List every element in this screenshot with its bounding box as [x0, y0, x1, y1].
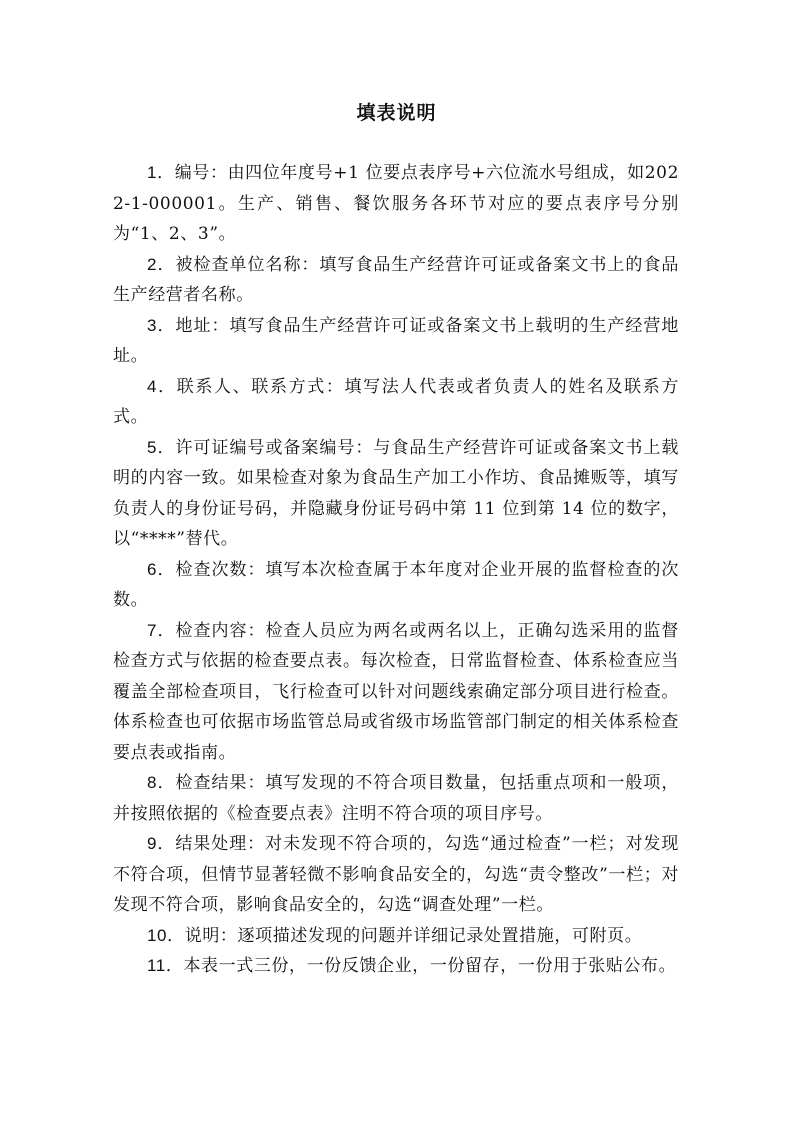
instruction-item-3: [113, 311, 679, 372]
item-text: 许可证编号或备案编号：与食品生产经营许可证或备案文书上载明的内容一致。如果检查对象为食品生产加工小作坊、食品摊贩等，填写负责人的身份证号码，并隐藏身份证号码中第 11 位到第 14 位的数字，以“****”替代。: [113, 437, 679, 549]
instruction-item-6: [113, 555, 679, 616]
instruction-item-1: [113, 158, 679, 250]
item-text: 地址：填写食品生产经营许可证或备案文书上载明的生产经营地址。: [113, 315, 679, 366]
item-text: 检查结果：填写发现的不符合项目数量，包括重点项和一般项，并按照依据的《检查要点表》注明不符合项的项目序号。: [113, 773, 679, 824]
item-text: 结果处理：对未发现不符合项的，勾选“通过检查”一栏；对发现不符合项，但情节显著轻微不影响食品安全的，勾选“责令整改”一栏；对发现不符合项，影响食品安全的，勾选“调查处理”一栏。: [113, 834, 679, 915]
item-number: 4．: [147, 376, 177, 396]
item-text: 本表一式三份，一份反馈企业，一份留存，一份用于张贴公布。: [183, 956, 677, 976]
item-number: 9．: [147, 834, 176, 853]
page-title: 填表说明: [356, 102, 437, 124]
instructions-body: [113, 158, 679, 982]
item-text: 说明：逐项描述发现的问题并详细记录处置措施，可附页。: [184, 925, 643, 946]
instruction-item-10: [113, 921, 679, 952]
instruction-item-4: [113, 372, 679, 433]
item-text: 联系人、联系方式：填写法人代表或者负责人的姓名及联系方式。: [113, 376, 680, 427]
item-number: 10．: [147, 925, 185, 945]
item-number: 2．: [147, 254, 176, 274]
instruction-item-2: [113, 250, 679, 311]
item-text: 编号：由四位年度号+1 位要点表序号+六位流水号组成，如2022-1-000001。生产、销售、餐饮服务各环节对应的要点表序号分别为“1、2、3”。: [113, 163, 679, 244]
item-text: 检查内容：检查人员应为两名或两名以上，正确勾选采用的监督检查方式与依据的检查要点表。每次检查，日常监督检查、体系检查应当覆盖全部检查项目，飞行检查可以针对问题线索确定部分项目进行检查。体系检查也可依据市场监管总局或省级市场监管部门制定的相关体系检查要点表或指南。: [113, 620, 679, 763]
item-text: 检查次数：填写本次检查属于本年度对企业开展的监督检查的次数。: [113, 559, 679, 610]
item-number: 8．: [147, 773, 176, 792]
item-number: 5．: [147, 437, 176, 457]
item-number: 3．: [147, 315, 176, 335]
instruction-item-7: [113, 616, 679, 769]
item-text: 被检查单位名称：填写食品生产经营许可证或备案文书上的食品生产经营者名称。: [113, 254, 679, 305]
instruction-item-9: [113, 829, 679, 921]
instruction-item-8: [113, 768, 679, 829]
item-number: 1．: [147, 163, 175, 182]
item-number: 11．: [147, 956, 184, 975]
instruction-item-11: [113, 951, 679, 982]
instruction-item-5: [113, 433, 679, 555]
item-number: 7．: [147, 620, 176, 640]
item-number: 6．: [147, 559, 176, 579]
